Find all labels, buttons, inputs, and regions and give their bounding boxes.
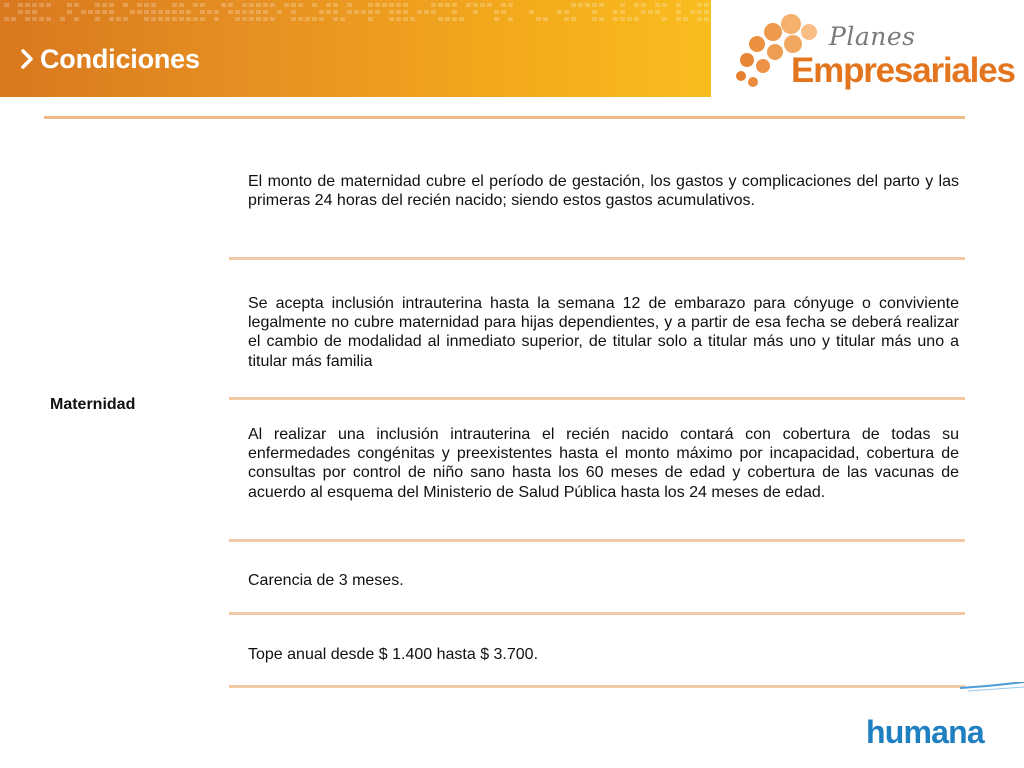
- humana-logo-h: h: [866, 714, 885, 750]
- banner-pattern-square: [578, 3, 583, 7]
- banner-pattern-square: [179, 17, 184, 21]
- banner-pattern-square: [158, 10, 163, 14]
- banner-pattern-square: [417, 10, 422, 14]
- banner-pattern-square: [263, 17, 268, 21]
- banner-pattern-square: [214, 10, 219, 14]
- banner-pattern-square: [473, 3, 478, 7]
- banner-pattern-square: [676, 17, 681, 21]
- banner-pattern-square: [102, 3, 107, 7]
- banner-pattern-square: [347, 10, 352, 14]
- banner-pattern-square: [4, 17, 9, 21]
- banner-pattern-square: [620, 17, 625, 21]
- banner-pattern-square: [396, 10, 401, 14]
- banner-pattern-square: [508, 3, 513, 7]
- banner-dot-pattern: [0, 0, 711, 26]
- banner-pattern-square: [704, 3, 709, 7]
- banner-pattern-square: [389, 17, 394, 21]
- condition-cell-5: Tope anual desde $ 1.400 hasta $ 3.700.: [248, 646, 539, 663]
- banner-pattern-square: [270, 3, 275, 7]
- banner-pattern-square: [641, 3, 646, 7]
- banner-pattern-square: [200, 17, 205, 21]
- banner-pattern-square: [221, 3, 226, 7]
- banner-pattern-square: [249, 10, 254, 14]
- banner-pattern-square: [116, 17, 121, 21]
- banner-pattern-square: [697, 10, 702, 14]
- chevron-right-icon: [20, 48, 34, 70]
- banner-pattern-square: [592, 17, 597, 21]
- cell-divider: [229, 612, 965, 615]
- banner-pattern-square: [592, 3, 597, 7]
- banner-pattern-square: [662, 3, 667, 7]
- banner-pattern-square: [207, 10, 212, 14]
- banner-pattern-square: [179, 3, 184, 7]
- banner-pattern-square: [368, 3, 373, 7]
- page-title: Condiciones: [40, 43, 200, 74]
- condition-cell-1: El monto de maternidad cubre el período de gestación, los gastos y complicaciones del parto y las primeras 24 horas del recién nacido; siendo estos gastos acumulativos.: [248, 173, 959, 210]
- banner-pattern-square: [333, 17, 338, 21]
- banner-pattern-square: [228, 3, 233, 7]
- banner-pattern-square: [438, 3, 443, 7]
- banner-pattern-square: [655, 10, 660, 14]
- banner-pattern-square: [102, 10, 107, 14]
- banner-pattern-square: [340, 17, 345, 21]
- banner-pattern-square: [200, 10, 205, 14]
- banner-pattern-square: [620, 10, 625, 14]
- banner-pattern-square: [39, 17, 44, 21]
- banner-pattern-square: [319, 10, 324, 14]
- banner-pattern-square: [333, 3, 338, 7]
- banner-pattern-square: [333, 10, 338, 14]
- condition-cell-2: Se acepta inclusión intrauterina hasta la semana 12 de embarazo para cónyuge o conviviente legalmente no cubre maternidad para hijas dependientes, y a partir de esa fecha se deberá realizar el cambio de modalidad al inmediato superior, de titular solo a titular más uno y titular más uno a titular más familia: [248, 295, 959, 370]
- banner-pattern-square: [165, 10, 170, 14]
- banner-pattern-square: [263, 3, 268, 7]
- banner-pattern-square: [403, 3, 408, 7]
- banner-pattern-square: [480, 3, 485, 7]
- banner-pattern-square: [683, 17, 688, 21]
- banner-pattern-square: [193, 17, 198, 21]
- banner-pattern-square: [270, 17, 275, 21]
- banner-pattern-square: [634, 3, 639, 7]
- banner-pattern-square: [662, 17, 667, 21]
- banner-pattern-square: [396, 3, 401, 7]
- banner-pattern-square: [137, 3, 142, 7]
- banner-pattern-square: [172, 17, 177, 21]
- banner-pattern-square: [242, 10, 247, 14]
- banner-pattern-square: [235, 10, 240, 14]
- banner-pattern-square: [165, 17, 170, 21]
- cell-divider: [229, 685, 965, 688]
- banner-pattern-square: [627, 17, 632, 21]
- banner-pattern-square: [95, 10, 100, 14]
- banner-pattern-square: [326, 10, 331, 14]
- banner-pattern-square: [172, 3, 177, 7]
- banner-pattern-square: [704, 10, 709, 14]
- banner-pattern-square: [501, 3, 506, 7]
- condition-cell-4: Carencia de 3 meses.: [248, 572, 404, 589]
- brand-line-planes: Planes: [829, 22, 916, 51]
- banner-pattern-square: [144, 10, 149, 14]
- banner-pattern-square: [4, 3, 9, 7]
- banner-pattern-square: [494, 10, 499, 14]
- banner-pattern-square: [284, 3, 289, 7]
- banner-pattern-square: [613, 10, 618, 14]
- banner-pattern-square: [32, 10, 37, 14]
- banner-pattern-square: [186, 10, 191, 14]
- cell-divider: [229, 257, 965, 260]
- banner-pattern-square: [235, 17, 240, 21]
- banner-pattern-square: [298, 17, 303, 21]
- banner-pattern-square: [431, 3, 436, 7]
- banner-pattern-square: [396, 17, 401, 21]
- humana-logo: [866, 714, 984, 751]
- banner-pattern-square: [564, 10, 569, 14]
- banner-pattern-square: [109, 10, 114, 14]
- banner-pattern-square: [39, 3, 44, 7]
- banner-pattern-square: [291, 17, 296, 21]
- banner-pattern-square: [151, 10, 156, 14]
- banner-pattern-square: [186, 17, 191, 21]
- banner-pattern-square: [32, 17, 37, 21]
- banner-pattern-square: [452, 10, 457, 14]
- banner-pattern-square: [641, 10, 646, 14]
- banner-pattern-square: [403, 10, 408, 14]
- banner-pattern-square: [249, 3, 254, 7]
- banner-pattern-square: [648, 10, 653, 14]
- banner-pattern-square: [130, 10, 135, 14]
- banner-pattern-square: [109, 3, 114, 7]
- banner-pattern-square: [599, 3, 604, 7]
- banner-pattern-square: [452, 17, 457, 21]
- banner-pattern-square: [277, 10, 282, 14]
- banner-pattern-square: [389, 10, 394, 14]
- banner-pattern-square: [361, 10, 366, 14]
- banner-pattern-square: [137, 10, 142, 14]
- banner-pattern-square: [256, 3, 261, 7]
- banner-pattern-square: [326, 3, 331, 7]
- banner-pattern-square: [67, 10, 72, 14]
- humana-logo-text: umana: [884, 714, 984, 750]
- banner-pattern-square: [620, 3, 625, 7]
- cell-divider: [229, 397, 965, 400]
- banner-pattern-square: [375, 10, 380, 14]
- banner-pattern-square: [172, 10, 177, 14]
- banner-pattern-square: [445, 3, 450, 7]
- banner-pattern-square: [74, 3, 79, 7]
- banner-pattern-square: [228, 10, 233, 14]
- planes-empresariales-logo: [733, 12, 1015, 94]
- banner-pattern-square: [11, 17, 16, 21]
- banner-pattern-square: [123, 17, 128, 21]
- banner-pattern-square: [312, 3, 317, 7]
- banner-pattern-square: [249, 17, 254, 21]
- banner-pattern-square: [536, 17, 541, 21]
- banner-pattern-square: [319, 17, 324, 21]
- banner-pattern-square: [389, 3, 394, 7]
- banner-pattern-square: [585, 3, 590, 7]
- banner-pattern-square: [354, 10, 359, 14]
- banner-pattern-square: [410, 17, 415, 21]
- banner-pattern-square: [256, 10, 261, 14]
- banner-pattern-square: [46, 17, 51, 21]
- footer-accent-line: [960, 682, 1024, 706]
- banner-pattern-square: [501, 10, 506, 14]
- banner-pattern-square: [473, 10, 478, 14]
- banner-pattern-square: [571, 3, 576, 7]
- banner-pattern-square: [25, 3, 30, 7]
- banner-pattern-square: [123, 3, 128, 7]
- banner-pattern-square: [158, 17, 163, 21]
- banner-pattern-square: [431, 10, 436, 14]
- banner-pattern-square: [403, 17, 408, 21]
- banner-pattern-square: [452, 3, 457, 7]
- banner-pattern-square: [438, 17, 443, 21]
- banner-pattern-square: [382, 3, 387, 7]
- banner-pattern-square: [571, 17, 576, 21]
- brand-line-empresariales: Empresariales: [791, 51, 1015, 90]
- header-banner: [0, 0, 711, 97]
- banner-pattern-square: [95, 17, 100, 21]
- header-divider: [44, 116, 965, 119]
- banner-pattern-square: [676, 3, 681, 7]
- banner-pattern-square: [599, 17, 604, 21]
- banner-pattern-square: [179, 10, 184, 14]
- banner-pattern-square: [291, 3, 296, 7]
- banner-pattern-square: [256, 17, 261, 21]
- banner-pattern-square: [445, 17, 450, 21]
- banner-pattern-square: [634, 17, 639, 21]
- banner-pattern-square: [67, 3, 72, 7]
- banner-pattern-square: [375, 3, 380, 7]
- banner-pattern-square: [144, 17, 149, 21]
- banner-pattern-square: [676, 10, 681, 14]
- banner-pattern-square: [151, 3, 156, 7]
- banner-pattern-square: [305, 17, 310, 21]
- banner-pattern-square: [487, 3, 492, 7]
- banner-pattern-square: [466, 3, 471, 7]
- banner-pattern-square: [46, 3, 51, 7]
- banner-pattern-square: [291, 10, 296, 14]
- banner-pattern-square: [508, 17, 513, 21]
- banner-pattern-square: [25, 17, 30, 21]
- banner-pattern-square: [690, 10, 695, 14]
- banner-pattern-square: [214, 17, 219, 21]
- banner-pattern-square: [459, 17, 464, 21]
- banner-pattern-square: [193, 3, 198, 7]
- banner-pattern-square: [25, 10, 30, 14]
- banner-pattern-square: [18, 3, 23, 7]
- banner-pattern-square: [655, 3, 660, 7]
- banner-pattern-square: [151, 17, 156, 21]
- banner-pattern-square: [263, 10, 268, 14]
- row-label-maternidad: Maternidad: [50, 396, 136, 413]
- banner-pattern-square: [242, 3, 247, 7]
- banner-pattern-square: [200, 3, 205, 7]
- banner-pattern-square: [368, 10, 373, 14]
- banner-pattern-square: [557, 10, 562, 14]
- cell-divider: [229, 539, 965, 542]
- banner-pattern-square: [347, 3, 352, 7]
- banner-pattern-square: [109, 17, 114, 21]
- banner-pattern-square: [312, 17, 317, 21]
- banner-pattern-square: [592, 10, 597, 14]
- banner-pattern-square: [74, 17, 79, 21]
- banner-pattern-square: [60, 17, 65, 21]
- banner-pattern-square: [95, 3, 100, 7]
- banner-pattern-square: [564, 17, 569, 21]
- banner-pattern-square: [242, 17, 247, 21]
- banner-pattern-square: [18, 10, 23, 14]
- banner-pattern-square: [144, 3, 149, 7]
- banner-pattern-square: [704, 17, 709, 21]
- condition-cell-3: Al realizar una inclusión intrauterina el recién nacido contará con cobertura de todas su enfermedades congénitas y preexistentes hasta el monto máximo por incapacidad, cobertura de consultas por control de niño sano hasta los 60 meses de edad y cobertura de las vacunas de acuerdo al esquema del Ministerio de Salud Pública hasta los 24 meses de edad.: [248, 426, 959, 501]
- banner-pattern-square: [424, 10, 429, 14]
- banner-pattern-square: [613, 17, 618, 21]
- banner-pattern-square: [543, 17, 548, 21]
- banner-pattern-square: [298, 3, 303, 7]
- banner-pattern-square: [368, 17, 373, 21]
- banner-pattern-square: [529, 10, 534, 14]
- banner-pattern-square: [697, 3, 702, 7]
- page-title-container: [20, 42, 200, 76]
- banner-pattern-square: [32, 3, 37, 7]
- banner-pattern-square: [81, 10, 86, 14]
- banner-pattern-square: [494, 17, 499, 21]
- banner-pattern-square: [697, 17, 702, 21]
- banner-pattern-square: [88, 10, 93, 14]
